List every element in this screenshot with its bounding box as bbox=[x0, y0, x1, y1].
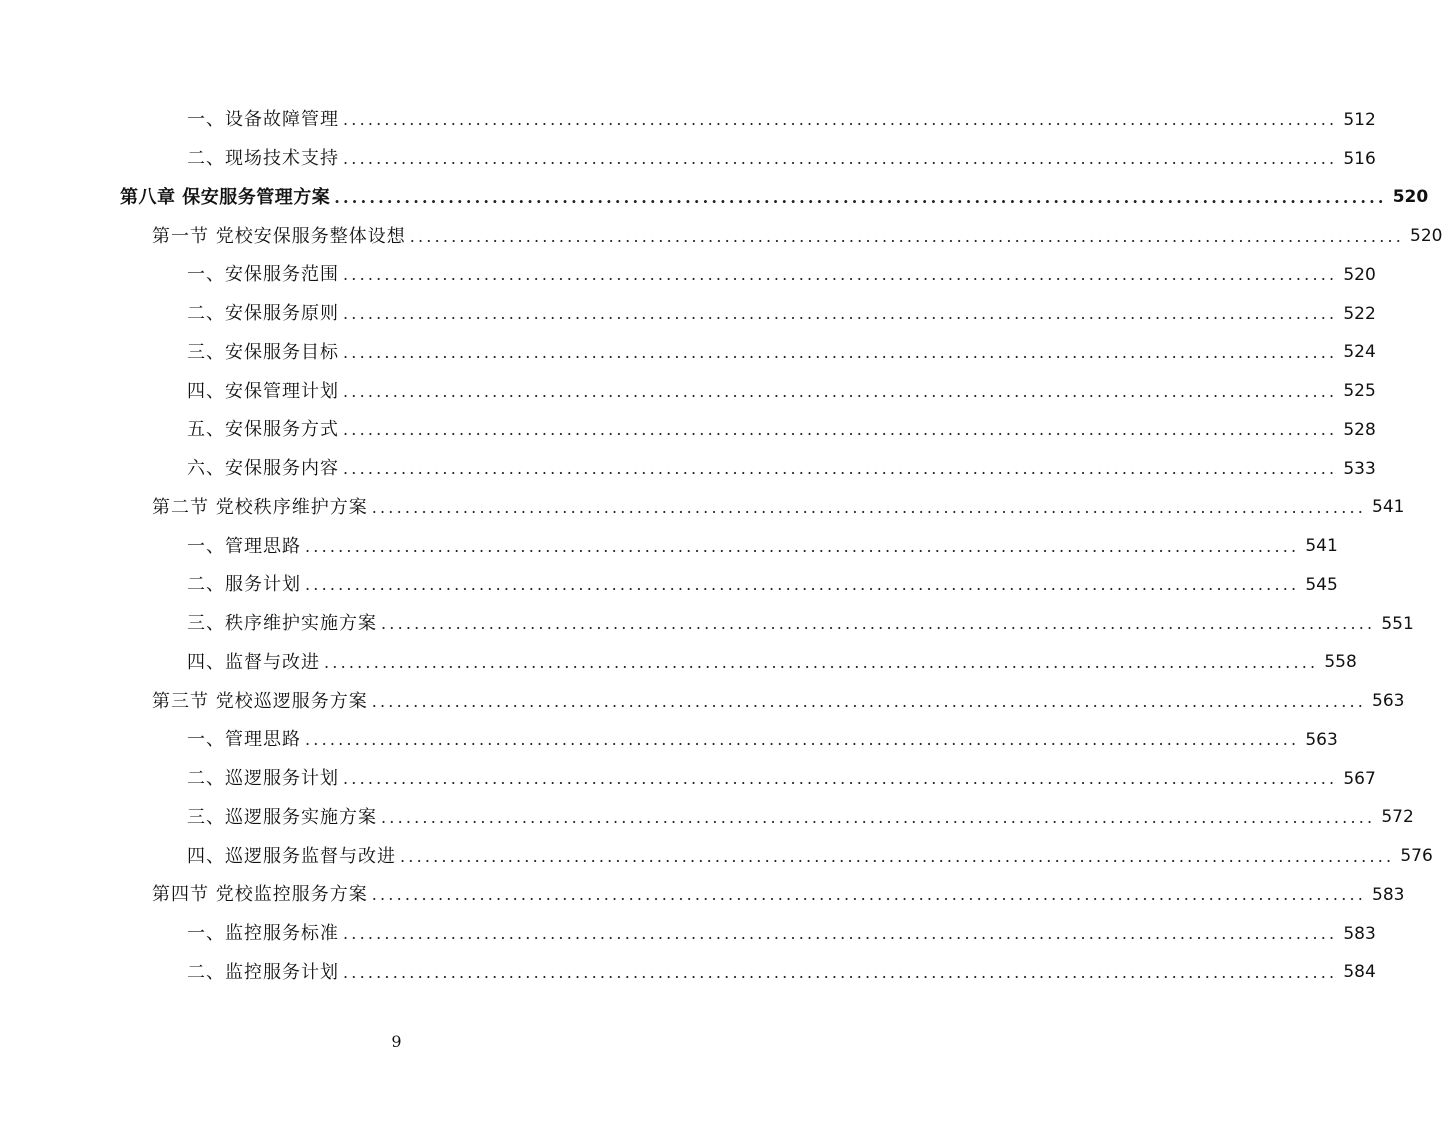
dot-leader: ........................................................................................................................ bbox=[343, 265, 1338, 285]
toc-entry-item[interactable] bbox=[0, 721, 1338, 760]
toc-entry-title: 一、安保服务范围 bbox=[187, 264, 339, 286]
toc-entry-title: 五、安保服务方式 bbox=[187, 419, 339, 441]
toc-entry-title: 一、监控服务标准 bbox=[187, 923, 339, 945]
dot-leader: ........................................................................................................................ bbox=[400, 846, 1395, 866]
page-number: 9 bbox=[391, 1032, 402, 1051]
dot-leader: ........................................................................................................................ bbox=[381, 614, 1376, 634]
dot-leader: ........................................................................................................................ bbox=[343, 110, 1338, 130]
toc-entry-page-number: 572 bbox=[1381, 807, 1414, 828]
toc-entry-title: 四、巡逻服务监督与改进 bbox=[187, 845, 396, 867]
dot-leader: ........................................................................................................................ bbox=[371, 497, 1367, 517]
toc-entry-page-number: 512 bbox=[1343, 109, 1376, 130]
toc-entry-title: 二、巡逻服务计划 bbox=[187, 768, 339, 790]
toc-entry-title: 第一节 党校安保服务整体设想 bbox=[152, 225, 406, 247]
dot-leader: ........................................................................................................................ bbox=[324, 652, 1319, 672]
toc-entry-page-number: 525 bbox=[1343, 381, 1376, 402]
dot-leader: ........................................................................................................................ bbox=[409, 226, 1405, 246]
toc-entry-title: 二、监控服务计划 bbox=[187, 961, 339, 983]
dot-leader: ........................................................................................................................ bbox=[343, 304, 1338, 324]
toc-entry-page-number: 576 bbox=[1400, 846, 1433, 867]
toc-entry-section[interactable] bbox=[0, 217, 1443, 256]
toc-entry-item[interactable] bbox=[0, 837, 1433, 876]
toc-entry-section[interactable] bbox=[0, 876, 1405, 915]
toc-entry-item[interactable] bbox=[0, 527, 1338, 566]
toc-entry-title: 一、管理思路 bbox=[187, 729, 301, 751]
toc-entry-item[interactable] bbox=[0, 605, 1414, 644]
toc-entry-item[interactable] bbox=[0, 140, 1376, 179]
dot-leader: ........................................................................................................................ bbox=[343, 149, 1338, 169]
toc-entry-title: 第二节 党校秩序维护方案 bbox=[152, 496, 368, 518]
toc-entry-section[interactable] bbox=[0, 489, 1405, 528]
toc-entry-title: 二、服务计划 bbox=[187, 574, 301, 596]
dot-leader: ........................................................................................................................ bbox=[343, 924, 1338, 944]
toc-entry-page-number: 533 bbox=[1343, 458, 1376, 479]
toc-entry-title: 四、监督与改进 bbox=[187, 651, 320, 673]
toc-entry-title: 三、巡逻服务实施方案 bbox=[187, 806, 377, 828]
toc-entry-page-number: 567 bbox=[1343, 768, 1376, 789]
toc-entry-title: 二、安保服务原则 bbox=[187, 303, 339, 325]
toc-entry-page-number: 545 bbox=[1305, 574, 1338, 595]
toc-entry-page-number: 522 bbox=[1343, 303, 1376, 324]
toc-entry-page-number: 528 bbox=[1343, 419, 1376, 440]
toc-entry-item[interactable] bbox=[0, 566, 1338, 605]
toc-entry-page-number: 516 bbox=[1343, 148, 1376, 169]
toc-entry-item[interactable] bbox=[0, 644, 1357, 683]
toc-entry-section[interactable] bbox=[0, 682, 1405, 721]
toc-entry-item[interactable] bbox=[0, 256, 1376, 295]
toc-entry-item[interactable] bbox=[0, 915, 1376, 954]
toc-entry-page-number: 558 bbox=[1324, 652, 1357, 673]
toc-entry-item[interactable] bbox=[0, 334, 1376, 373]
toc-entry-title: 第三节 党校巡逻服务方案 bbox=[152, 690, 368, 712]
dot-leader: ........................................................................................................................ bbox=[343, 420, 1338, 440]
toc-entry-chapter[interactable] bbox=[0, 179, 1429, 218]
toc-entry-title: 第八章 保安服务管理方案 bbox=[120, 186, 331, 208]
toc-entry-item[interactable] bbox=[0, 954, 1376, 993]
toc-entry-title: 三、秩序维护实施方案 bbox=[187, 613, 377, 635]
toc-entry-title: 二、现场技术支持 bbox=[187, 148, 339, 170]
dot-leader: ........................................................................................................................ bbox=[343, 962, 1338, 982]
toc-entry-page-number: 563 bbox=[1372, 691, 1405, 712]
dot-leader: ........................................................................................................................ bbox=[334, 187, 1387, 207]
toc-entry-page-number: 524 bbox=[1343, 342, 1376, 363]
toc-entry-item[interactable] bbox=[0, 450, 1376, 489]
toc-entry-title: 第四节 党校监控服务方案 bbox=[152, 884, 368, 906]
table-of-contents bbox=[0, 101, 1443, 992]
toc-entry-title: 四、安保管理计划 bbox=[187, 380, 339, 402]
toc-entry-page-number: 541 bbox=[1305, 536, 1338, 557]
dot-leader: ........................................................................................................................ bbox=[371, 691, 1367, 711]
toc-entry-title: 三、安保服务目标 bbox=[187, 341, 339, 363]
toc-entry-item[interactable] bbox=[0, 411, 1376, 450]
toc-entry-page-number: 563 bbox=[1305, 729, 1338, 750]
dot-leader: ........................................................................................................................ bbox=[305, 730, 1300, 750]
dot-leader: ........................................................................................................................ bbox=[305, 536, 1300, 556]
toc-entry-page-number: 583 bbox=[1343, 923, 1376, 944]
toc-entry-title: 一、设备故障管理 bbox=[187, 109, 339, 131]
dot-leader: ........................................................................................................................ bbox=[371, 885, 1367, 905]
dot-leader: ........................................................................................................................ bbox=[343, 342, 1338, 362]
dot-leader: ........................................................................................................................ bbox=[381, 807, 1376, 827]
toc-entry-title: 六、安保服务内容 bbox=[187, 458, 339, 480]
toc-entry-page-number: 520 bbox=[1410, 226, 1443, 247]
dot-leader: ........................................................................................................................ bbox=[343, 459, 1338, 479]
toc-entry-page-number: 583 bbox=[1372, 884, 1405, 905]
toc-entry-page-number: 520 bbox=[1392, 187, 1429, 208]
toc-entry-title: 一、管理思路 bbox=[187, 535, 301, 557]
toc-entry-item[interactable] bbox=[0, 101, 1376, 140]
toc-entry-page-number: 520 bbox=[1343, 264, 1376, 285]
toc-entry-page-number: 584 bbox=[1343, 962, 1376, 983]
toc-entry-item[interactable] bbox=[0, 799, 1414, 838]
toc-entry-item[interactable] bbox=[0, 295, 1376, 334]
dot-leader: ........................................................................................................................ bbox=[343, 769, 1338, 789]
dot-leader: ........................................................................................................................ bbox=[305, 575, 1300, 595]
toc-entry-page-number: 541 bbox=[1372, 497, 1405, 518]
toc-entry-page-number: 551 bbox=[1381, 613, 1414, 634]
dot-leader: ........................................................................................................................ bbox=[343, 381, 1338, 401]
toc-entry-item[interactable] bbox=[0, 760, 1376, 799]
toc-entry-item[interactable] bbox=[0, 372, 1376, 411]
